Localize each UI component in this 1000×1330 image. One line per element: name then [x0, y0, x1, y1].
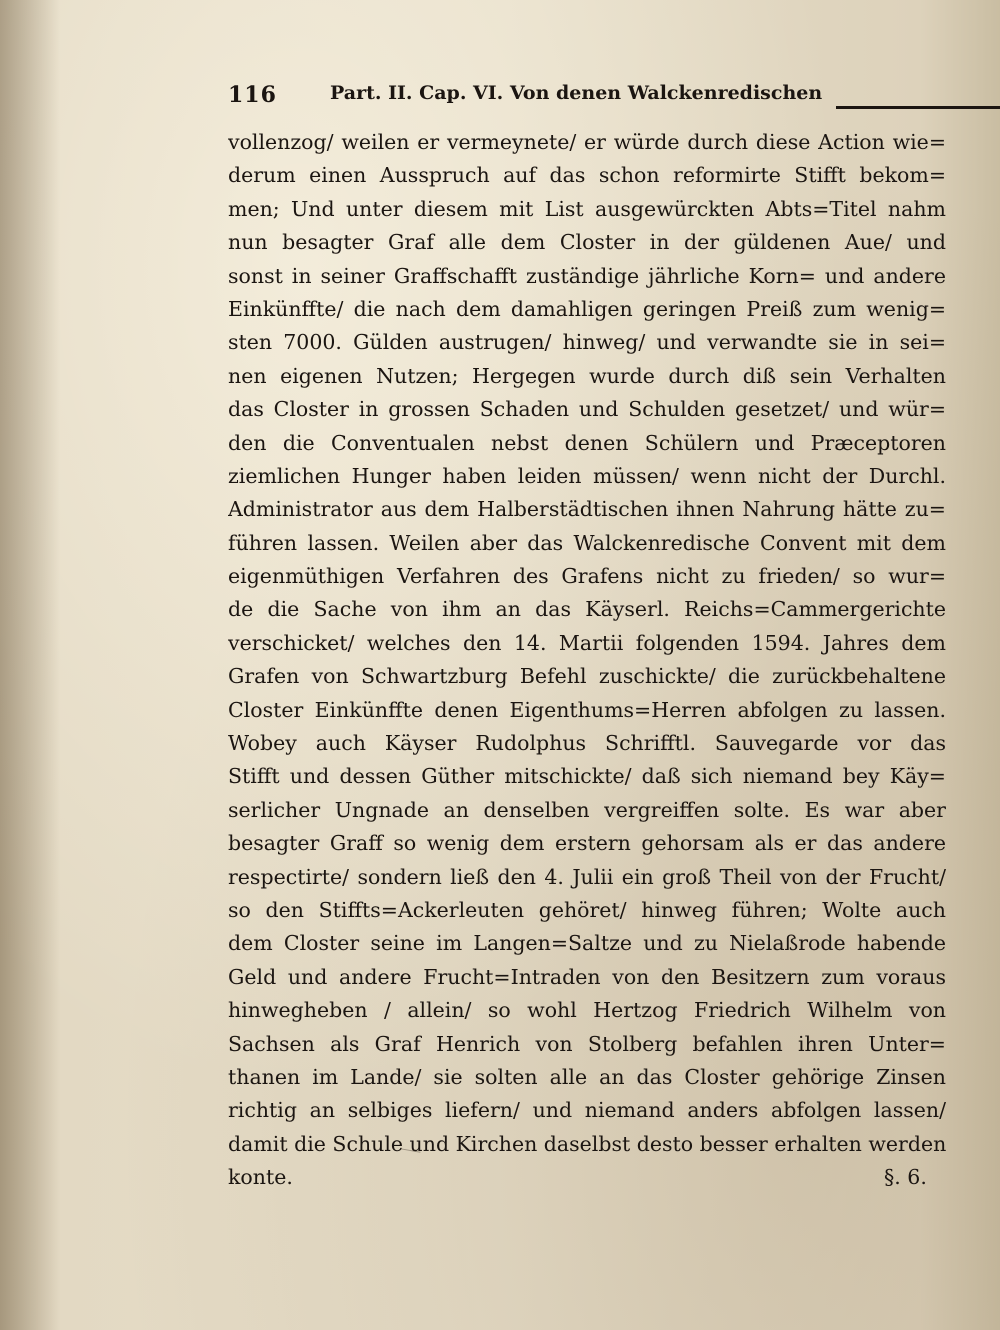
text-line: verschicket/ welches den 14. Martii folgenden 1594. Jahres dem [228, 630, 946, 655]
text-line: ziemlichen Hunger haben leiden müssen/ wenn nicht der Durchl. [228, 463, 946, 488]
text-line: men; Und unter diesem mit List ausgewürckten Abts=Titel nahm [228, 196, 946, 221]
text-line: den die Conventualen nebst denen Schülern und Præceptoren [228, 430, 946, 455]
text-line: Grafen von Schwartzburg Befehl zuschickte/ die zurückbehaltene [228, 664, 946, 689]
text-line: eigenmüthigen Verfahren des Grafens nicht zu frieden/ so wur= [228, 564, 946, 589]
text-line: das Closter in grossen Schaden und Schulden gesetzet/ und wür= [228, 397, 946, 422]
header-rule [836, 106, 1000, 109]
text-line: damit die Schule und Kirchen daselbst desto besser erhalten werden [228, 1131, 946, 1156]
page-number: 116 [228, 82, 277, 108]
body-text [228, 126, 946, 1195]
text-line: derum einen Ausspruch auf das schon reformirte Stifft bekom= [228, 163, 946, 188]
text-line: vollenzog/ weilen er vermeynete/ er würde durch diese Action wie= [228, 130, 946, 154]
text-line: Administrator aus dem Halberstädtischen ihnen Nahrung hätte zu= [228, 497, 946, 522]
spine-shadow [0, 0, 60, 1330]
text-line: Einkünffte/ die nach dem damahligen geringen Preiß zum wenig= [228, 296, 946, 321]
text-line: Closter Einkünffte denen Eigenthums=Herren abfolgen zu lassen. [228, 697, 946, 722]
final-line-text: konte. [228, 1165, 293, 1190]
text-line: respectirte/ sondern ließ den 4. Julii ein groß Theil von der Frucht/ [228, 864, 946, 889]
text-line: dem Closter seine im Langen=Saltze und zu Nielaßrode habende [228, 931, 946, 956]
text-line: serlicher Ungnade an denselben vergreiffen solte. Es war aber [228, 797, 946, 822]
running-title: Part. II. Cap. VI. Von denen Walckenredischen [330, 82, 823, 104]
text-line: sonst in seiner Graffschafft zuständige jährliche Korn= und andere [228, 263, 946, 288]
text-line: Geld und andere Frucht=Intraden von den Besitzern zum voraus [228, 964, 946, 989]
catchword: §. 6. [884, 1165, 927, 1190]
text-line: Sachsen als Graf Henrich von Stolberg befahlen ihren Unter= [228, 1031, 946, 1056]
text-line: Stifft und dessen Güther mitschickte/ daß sich niemand bey Käy= [228, 764, 946, 789]
text-line: nun besagter Graf alle dem Closter in der güldenen Aue/ und [228, 230, 946, 255]
text-line: sten 7000. Gülden austrugen/ hinweg/ und verwandte sie in sei= [228, 330, 946, 355]
text-line: de die Sache von ihm an das Käyserl. Reichs=Cammergerichte [228, 597, 946, 622]
text-line: nen eigenen Nutzen; Hergegen wurde durch diß sein Verhalten [228, 363, 946, 388]
text-line: besagter Graff so wenig dem erstern gehorsam als er das andere [228, 831, 946, 856]
text-line: so den Stiffts=Ackerleuten gehöret/ hinweg führen; Wolte auch [228, 897, 946, 922]
text-line: Wobey auch Käyser Rudolphus Schrifftl. Sauvegarde vor das [228, 731, 946, 756]
text-line: thanen im Lande/ sie solten alle an das Closter gehörige Zinsen [228, 1064, 946, 1089]
text-line: richtig an selbiges liefern/ und niemand anders abfolgen lassen/ [228, 1098, 946, 1123]
text-line: hinwegheben / allein/ so wohl Hertzog Friedrich Wilhelm von [228, 998, 946, 1023]
final-line [228, 1161, 946, 1194]
text-line: führen lassen. Weilen aber das Walckenredische Convent mit dem [228, 530, 946, 555]
page-header [228, 76, 948, 116]
